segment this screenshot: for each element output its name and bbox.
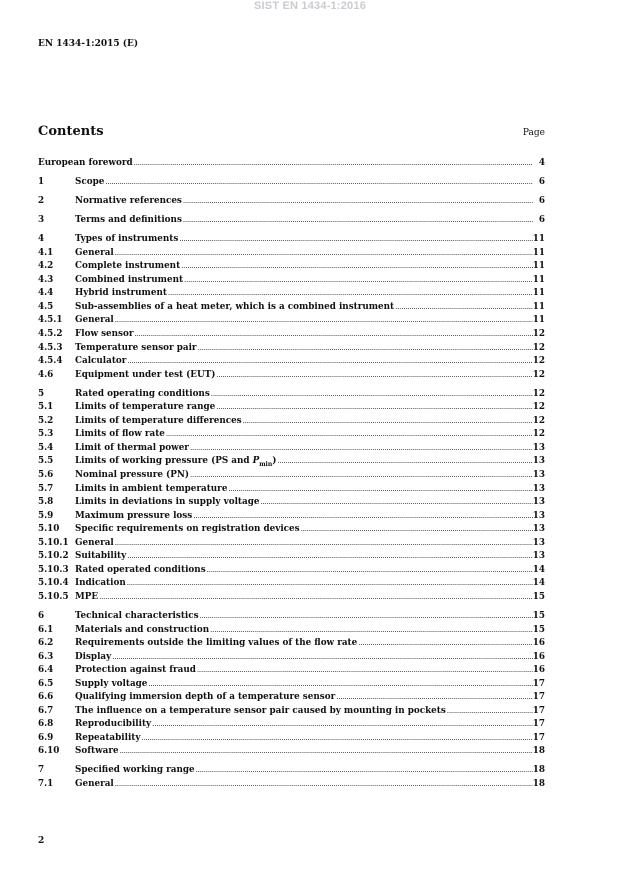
toc-entry-page: 13 <box>532 497 545 508</box>
toc-entry-page: 11 <box>532 274 545 285</box>
toc-entry[interactable] <box>38 550 545 564</box>
toc-dot-leader <box>133 157 533 171</box>
toc-entry-title: Requirements outside the limiting values of the flow rate <box>75 638 358 649</box>
toc-entry-page: 6 <box>538 196 545 207</box>
toc-entry-number: 6 <box>38 610 45 621</box>
toc-entry-page: 15 <box>532 610 545 621</box>
toc-dot-leader <box>196 664 533 678</box>
toc-dot-leader <box>242 415 533 429</box>
toc-entry-page: 12 <box>532 342 545 353</box>
toc-entry-title: Calculator <box>75 356 127 367</box>
toc-dot-leader <box>197 342 533 356</box>
toc-entry-number: 6.10 <box>38 746 60 757</box>
toc-entry[interactable] <box>38 195 545 209</box>
toc-entry-page: 12 <box>532 388 545 399</box>
toc-dot-leader <box>104 176 533 190</box>
toc-entry-title: Rated operated conditions <box>75 564 206 575</box>
toc-dot-leader <box>182 214 533 228</box>
toc-entry-page: 13 <box>532 524 545 535</box>
toc-entry-title: Scope <box>75 177 105 188</box>
watermark: SIST EN 1434-1:2016 <box>253 0 367 12</box>
toc-entry-number: 4 <box>38 234 45 245</box>
toc-entry-page: 12 <box>532 402 545 413</box>
toc-entry-page: 17 <box>532 705 545 716</box>
toc-entry[interactable] <box>38 537 545 551</box>
toc-entry-title: General <box>75 315 114 326</box>
toc-entry-title: Maximum pressure loss <box>75 510 193 521</box>
toc-entry[interactable] <box>38 469 545 483</box>
toc-entry-title: Equipment under test (EUT) <box>75 369 216 380</box>
toc-entry[interactable] <box>38 651 545 665</box>
toc-entry-title: General <box>75 247 114 258</box>
toc-entry-title: Limits of flow rate <box>75 429 165 440</box>
toc-entry[interactable] <box>38 260 545 274</box>
toc-entry-number: 4.5.2 <box>38 329 63 340</box>
toc-entry-page: 12 <box>532 369 545 380</box>
toc-dot-leader <box>215 369 532 383</box>
toc-dot-leader <box>209 624 533 638</box>
toc-entry[interactable] <box>38 496 545 510</box>
toc-entry[interactable] <box>38 401 545 415</box>
toc-entry-number: 5.10.2 <box>38 551 69 562</box>
toc-dot-leader <box>114 247 533 261</box>
toc-entry-page: 6 <box>538 177 545 188</box>
toc-dot-leader <box>126 577 533 591</box>
toc-entry-page: 12 <box>532 415 545 426</box>
toc-entry-title: Limits of temperature range <box>75 402 216 413</box>
toc-dot-leader <box>140 732 532 746</box>
toc-entry[interactable] <box>38 247 545 261</box>
toc-dot-leader <box>259 496 532 510</box>
toc-entry[interactable] <box>38 483 545 497</box>
toc-entry-page: 17 <box>532 678 545 689</box>
toc-entry-number: 5.10.3 <box>38 564 69 575</box>
toc-entry-page: 12 <box>532 429 545 440</box>
toc-entry-number: 5.7 <box>38 483 54 494</box>
page-number: 2 <box>38 836 45 846</box>
toc-entry[interactable] <box>38 328 545 342</box>
table-of-contents <box>38 157 545 792</box>
toc-dot-leader <box>276 455 532 469</box>
toc-entry-page: 13 <box>532 537 545 548</box>
toc-entry[interactable] <box>38 301 545 315</box>
toc-entry-page: 11 <box>532 261 545 272</box>
toc-entry-number: 4.5.4 <box>38 356 63 367</box>
toc-entry-title: Hybrid instrument <box>75 288 167 299</box>
toc-entry-title: Specific requirements on registration devices <box>75 524 300 535</box>
toc-entry-number: 6.4 <box>38 665 54 676</box>
toc-entry-number: 4.1 <box>38 247 54 258</box>
toc-dot-leader <box>151 718 533 732</box>
toc-entry[interactable] <box>38 778 545 792</box>
toc-entry-page: 14 <box>532 578 545 589</box>
toc-entry-page: 18 <box>532 746 545 757</box>
toc-entry-number: 5.10 <box>38 524 60 535</box>
toc-entry-page: 15 <box>532 591 545 602</box>
toc-entry-number: 6.9 <box>38 732 54 743</box>
toc-entry[interactable] <box>38 591 545 605</box>
toc-dot-leader <box>180 260 533 274</box>
toc-entry[interactable] <box>38 523 545 537</box>
toc-entry-number: 7 <box>38 765 45 776</box>
toc-entry-number: 5.9 <box>38 510 54 521</box>
toc-entry-title: Rated operating conditions <box>75 388 210 399</box>
toc-dot-leader <box>114 778 533 792</box>
toc-entry-number: 3 <box>38 215 45 226</box>
toc-entry-number: 4.2 <box>38 261 54 272</box>
toc-entry-number: 7.1 <box>38 779 54 790</box>
toc-dot-leader <box>227 483 532 497</box>
toc-dot-leader <box>182 195 533 209</box>
toc-entry-page: 16 <box>532 638 545 649</box>
toc-entry[interactable] <box>38 274 545 288</box>
toc-entry-number: 6.7 <box>38 705 54 716</box>
toc-entry-page: 11 <box>532 288 545 299</box>
toc-entry[interactable] <box>38 705 545 719</box>
toc-entry[interactable] <box>38 637 545 651</box>
toc-entry[interactable] <box>38 415 545 429</box>
toc-entry-title: Limits in ambient temperature <box>75 483 228 494</box>
toc-dot-leader <box>178 233 532 247</box>
toc-entry[interactable] <box>38 564 545 578</box>
toc-entry-number: 5.4 <box>38 442 54 453</box>
toc-entry-title: Limits of working pressure (PS and $P_{min}$) <box>75 456 277 469</box>
toc-dot-leader <box>195 764 533 778</box>
toc-entry-page: 13 <box>532 483 545 494</box>
toc-entry-number: 6.6 <box>38 692 54 703</box>
toc-entry-number: 5.10.4 <box>38 578 69 589</box>
toc-entry-number: 4.6 <box>38 369 54 380</box>
toc-entry-title: Flow sensor <box>75 329 134 340</box>
toc-entry-title: Nominal pressure (PN) <box>75 469 190 480</box>
contents-heading: Contents <box>38 124 104 139</box>
toc-entry-page: 13 <box>532 469 545 480</box>
toc-entry-title: Supply voltage <box>75 678 148 689</box>
toc-entry-title: Limits in deviations in supply voltage <box>75 497 260 508</box>
toc-dot-leader <box>165 428 533 442</box>
toc-entry-title: Combined instrument <box>75 274 184 285</box>
toc-entry-title: Limit of thermal power <box>75 442 189 453</box>
toc-dot-leader <box>126 355 532 369</box>
toc-entry[interactable] <box>38 442 545 456</box>
toc-dot-leader <box>114 537 533 551</box>
toc-entry-number: 4.5 <box>38 301 54 312</box>
toc-dot-leader <box>111 651 533 665</box>
toc-entry-number: 6.1 <box>38 624 54 635</box>
toc-dot-leader <box>189 442 533 456</box>
toc-entry-number: 4.5.3 <box>38 342 63 353</box>
toc-dot-leader <box>147 678 532 692</box>
toc-entry[interactable] <box>38 577 545 591</box>
toc-entry[interactable] <box>38 314 545 328</box>
toc-dot-leader <box>215 401 532 415</box>
toc-entry[interactable] <box>38 624 545 638</box>
toc-entry-number: 5.2 <box>38 415 54 426</box>
toc-entry-number: 5.8 <box>38 497 54 508</box>
toc-entry-page: 14 <box>532 564 545 575</box>
toc-dot-leader <box>199 610 533 624</box>
toc-entry-page: 13 <box>532 456 545 467</box>
toc-dot-leader <box>446 705 533 719</box>
toc-entry-page: 11 <box>532 315 545 326</box>
document-id: EN 1434-1:2015 (E) <box>38 39 139 49</box>
toc-entry-page: 6 <box>538 215 545 226</box>
toc-dot-leader <box>335 691 533 705</box>
toc-entry-number: 6.8 <box>38 719 54 730</box>
toc-entry-page: 17 <box>532 719 545 730</box>
toc-entry-title: General <box>75 779 114 790</box>
toc-dot-leader <box>300 523 533 537</box>
toc-entry-title: Normative references <box>75 196 182 207</box>
toc-entry-number: 5.5 <box>38 456 54 467</box>
toc-entry-page: 15 <box>532 624 545 635</box>
toc-entry[interactable] <box>38 678 545 692</box>
toc-entry-page: 13 <box>532 510 545 521</box>
toc-entry-number: 5 <box>38 388 45 399</box>
toc-entry-number: 6.5 <box>38 678 54 689</box>
toc-entry-title: Indication <box>75 578 126 589</box>
toc-entry-title: General <box>75 537 114 548</box>
toc-entry[interactable] <box>38 388 545 402</box>
toc-entry-title: Terms and definitions <box>75 215 182 226</box>
toc-entry[interactable] <box>38 510 545 524</box>
toc-entry[interactable] <box>38 369 545 383</box>
toc-entry-number: 4.4 <box>38 288 54 299</box>
toc-entry-number: 5.10.5 <box>38 591 69 602</box>
toc-entry[interactable] <box>38 355 545 369</box>
toc-entry-title: Software <box>75 746 119 757</box>
toc-dot-leader <box>134 328 533 342</box>
toc-entry[interactable] <box>38 287 545 301</box>
toc-entry-title: Sub-assemblies of a heat meter, which is a combined instrument <box>75 301 395 312</box>
toc-dot-leader <box>119 745 533 759</box>
toc-entry-number: 2 <box>38 196 45 207</box>
toc-entry-page: 12 <box>532 356 545 367</box>
toc-entry-page: 13 <box>532 551 545 562</box>
toc-entry-page: 17 <box>532 732 545 743</box>
toc-entry[interactable] <box>38 214 545 228</box>
toc-entry-title: Limits of temperature differences <box>75 415 242 426</box>
toc-entry-title: Technical characteristics <box>75 610 199 621</box>
toc-entry-title: Qualifying immersion depth of a temperature sensor <box>75 692 336 703</box>
toc-entry-page: 12 <box>532 329 545 340</box>
toc-entry-number: European foreword <box>38 158 133 168</box>
toc-dot-leader <box>114 314 533 328</box>
toc-entry-number: 4.5.1 <box>38 315 63 326</box>
toc-entry-number: 4.3 <box>38 274 54 285</box>
toc-dot-leader <box>98 591 533 605</box>
toc-entry-number: 6.3 <box>38 651 54 662</box>
toc-entry-title: Types of instruments <box>75 234 179 245</box>
toc-entry-title: Materials and construction <box>75 624 210 635</box>
toc-entry[interactable] <box>38 745 545 759</box>
toc-dot-leader <box>394 301 533 315</box>
toc-entry-number: 5.6 <box>38 469 54 480</box>
toc-entry-number: 1 <box>38 177 45 188</box>
toc-entry-title: Specified working range <box>75 765 195 776</box>
toc-entry-title: The influence on a temperature sensor pair caused by mounting in pockets <box>75 705 446 716</box>
toc-entry-title: Display <box>75 651 112 662</box>
toc-entry-page: 17 <box>532 692 545 703</box>
toc-dot-leader <box>189 469 533 483</box>
toc-entry-page: 11 <box>532 234 545 245</box>
toc-entry-title: Protection against fraud <box>75 665 196 676</box>
toc-dot-leader <box>126 550 533 564</box>
toc-entry-number: 5.10.1 <box>38 537 69 548</box>
toc-entry-title: MPE <box>75 591 99 602</box>
toc-entry-page: 11 <box>532 247 545 258</box>
toc-dot-leader <box>357 637 533 651</box>
toc-entry-page: 16 <box>532 665 545 676</box>
toc-entry[interactable] <box>38 455 545 469</box>
toc-entry[interactable] <box>38 233 545 247</box>
toc-dot-leader <box>192 510 533 524</box>
toc-entry-number: 5.3 <box>38 429 54 440</box>
toc-entry[interactable] <box>38 732 545 746</box>
toc-entry-page: 4 <box>538 158 545 168</box>
toc-entry[interactable] <box>38 691 545 705</box>
toc-dot-leader <box>210 388 533 402</box>
toc-dot-leader <box>167 287 533 301</box>
toc-entry-title: Reproducibility <box>75 719 152 730</box>
toc-dot-leader <box>183 274 533 288</box>
toc-entry-page: 13 <box>532 442 545 453</box>
page-column-label: Page <box>522 128 545 138</box>
toc-entry-number: 6.2 <box>38 638 54 649</box>
toc-entry[interactable] <box>38 664 545 678</box>
toc-entry-page: 16 <box>532 651 545 662</box>
toc-entry-title: Complete instrument <box>75 261 181 272</box>
toc-entry[interactable] <box>38 718 545 732</box>
toc-entry[interactable] <box>38 157 545 171</box>
toc-entry[interactable] <box>38 764 545 778</box>
toc-entry-title: Repeatability <box>75 732 141 743</box>
toc-entry[interactable] <box>38 428 545 442</box>
toc-entry[interactable] <box>38 610 545 624</box>
toc-entry-number: 5.1 <box>38 402 54 413</box>
toc-entry-page: 18 <box>532 779 545 790</box>
toc-entry-page: 11 <box>532 301 545 312</box>
toc-entry-page: 18 <box>532 765 545 776</box>
toc-entry[interactable] <box>38 176 545 190</box>
toc-entry-title: Suitability <box>75 551 127 562</box>
toc-entry[interactable] <box>38 342 545 356</box>
toc-entry-title: Temperature sensor pair <box>75 342 197 353</box>
toc-dot-leader <box>206 564 533 578</box>
